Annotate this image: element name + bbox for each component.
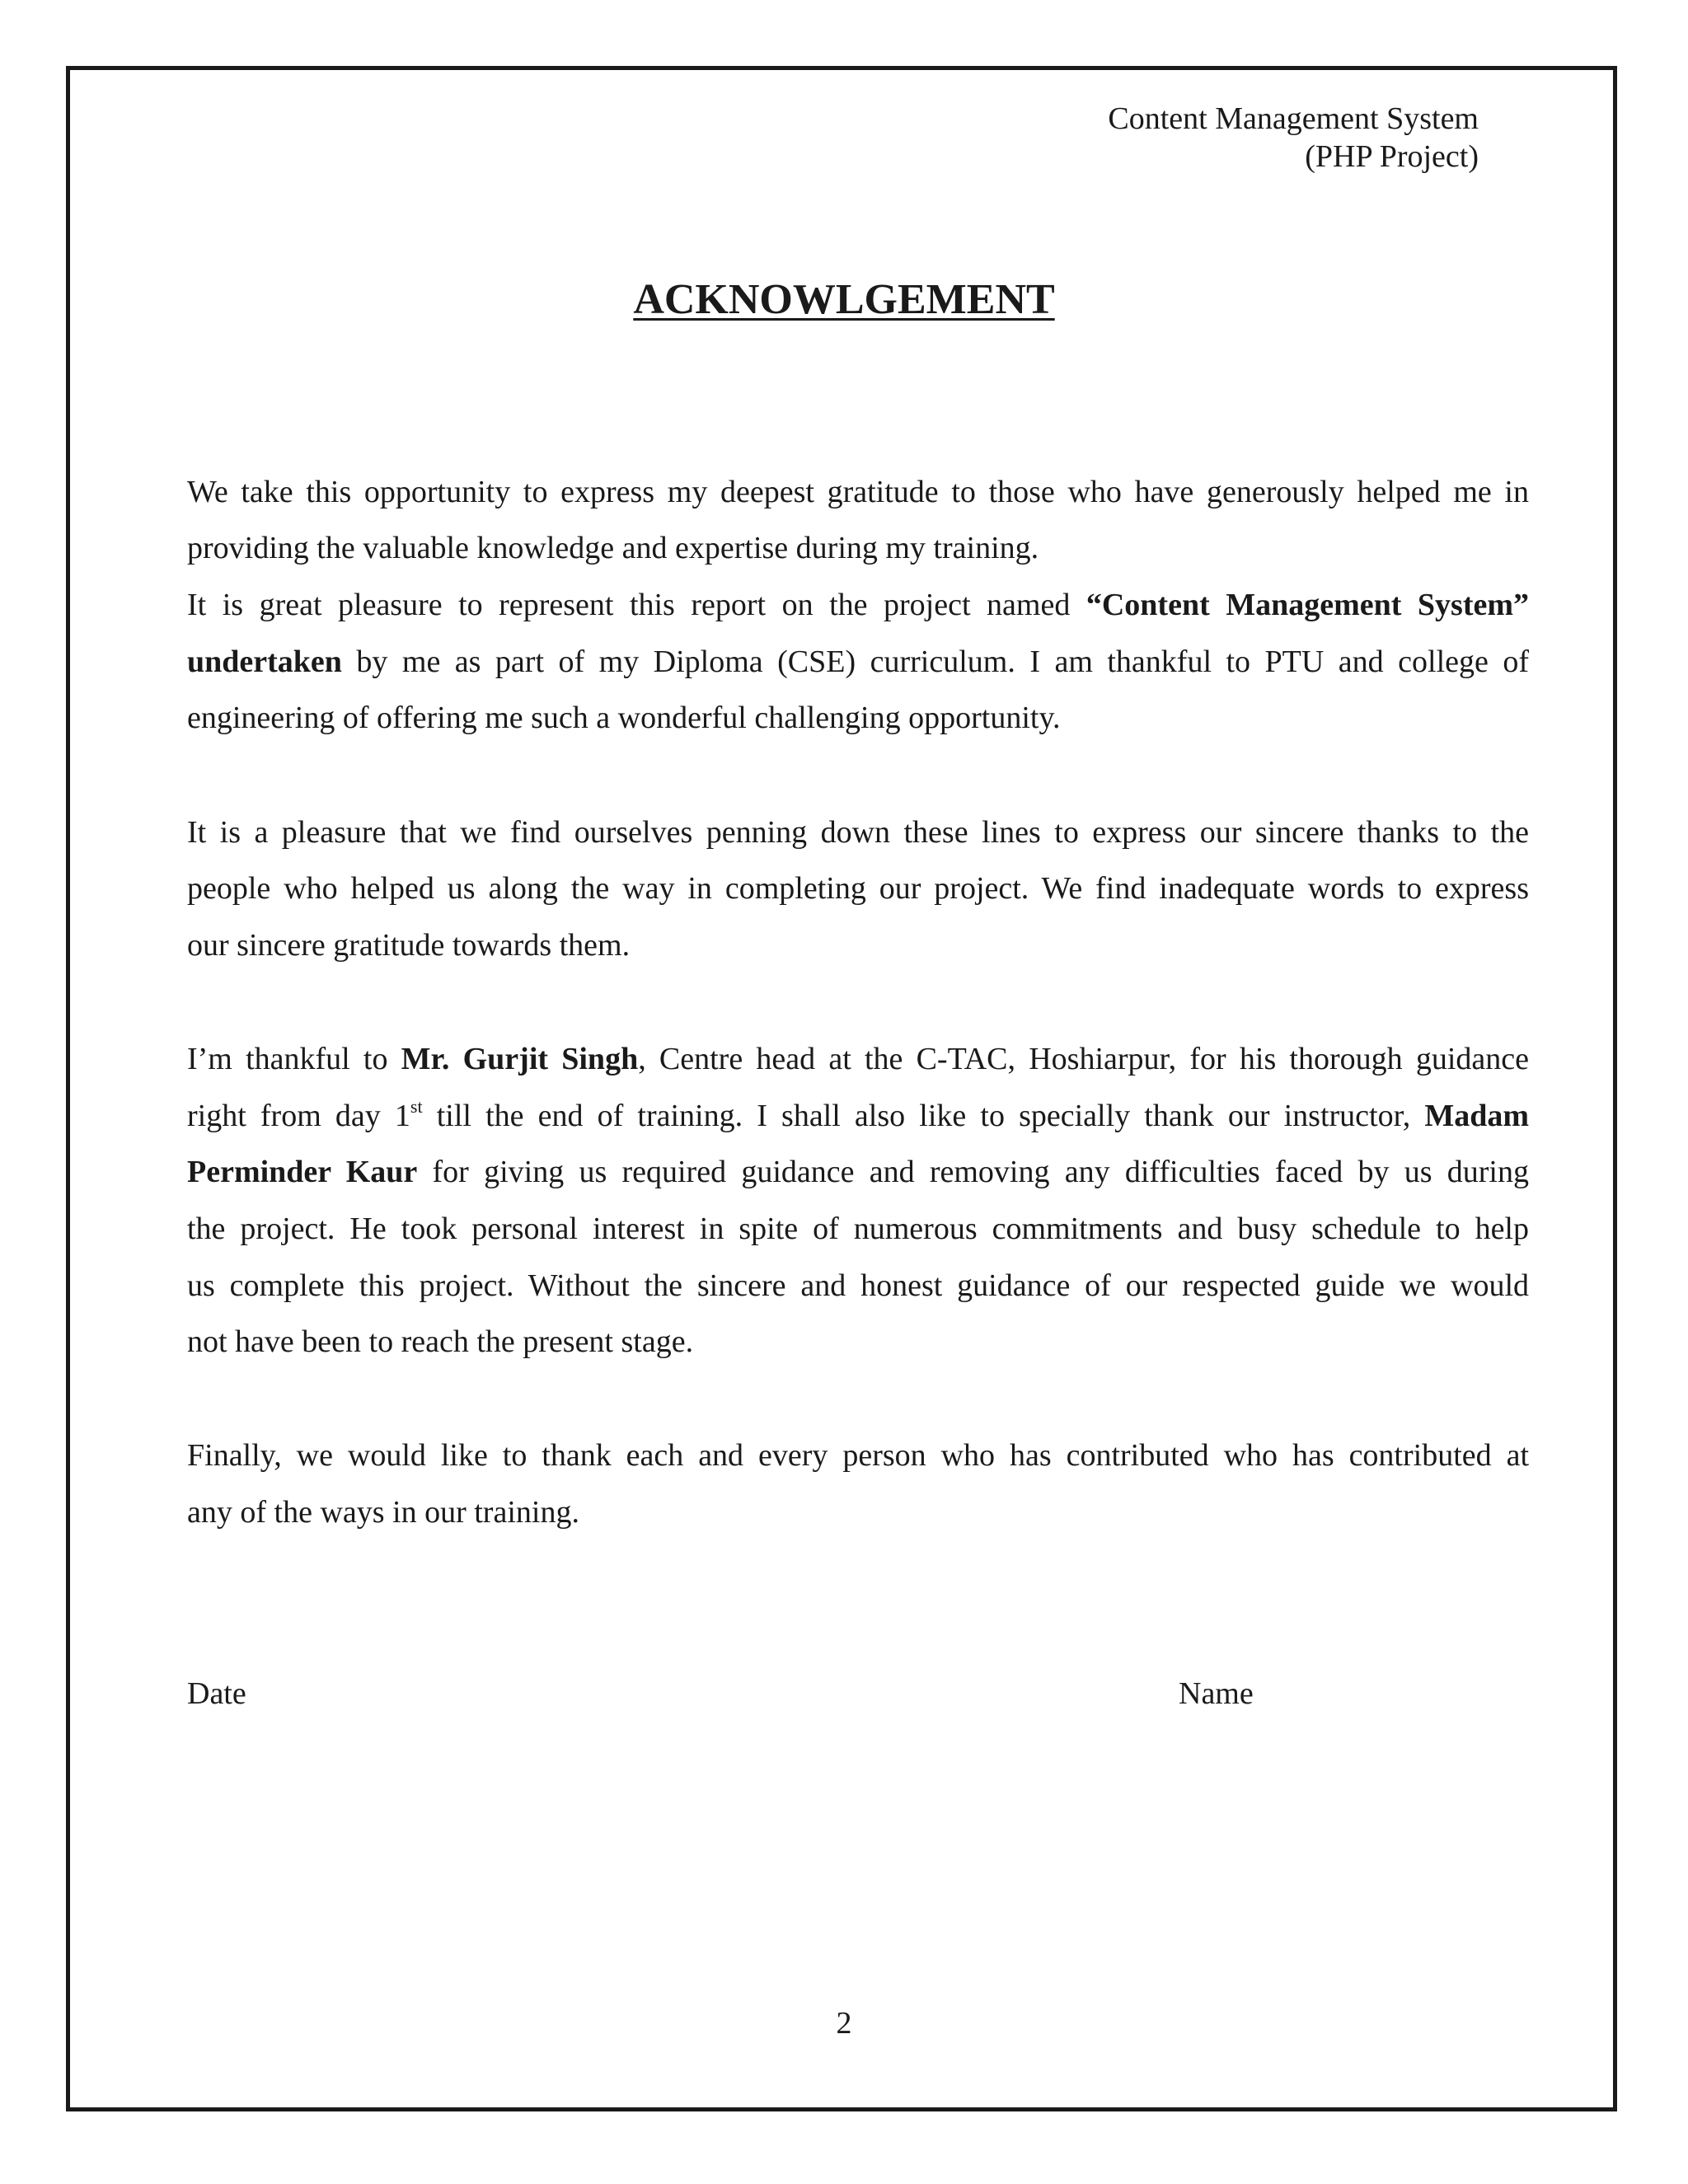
page-title: ACKNOWLGEMENT [633, 276, 1055, 323]
paragraph-2-line-1 [187, 584, 1529, 626]
paragraph-5-line-1: Finally, we would like to thank each and every person who has contributed who has contributed at [187, 1438, 1529, 1473]
undertaken-bold: undertaken [187, 644, 342, 679]
paragraph-2-line-2 [187, 641, 1529, 682]
running-header-subtitle: (PHP Project) [1305, 139, 1479, 174]
name-label: Name [1179, 1676, 1254, 1711]
paragraph-4-line-6: not have been to reach the present stage. [187, 1324, 694, 1359]
paragraph-4-text: right from day 1 [187, 1099, 410, 1133]
paragraph-3-line-2: people who helped us along the way in completing our project. We find inadequate words to express [187, 871, 1529, 906]
instructor-name: Perminder Kaur [187, 1155, 418, 1189]
paragraph-4-line-2 [187, 1095, 1529, 1137]
paragraph-2-text: by me as part of my Diploma (CSE) curriculum. I am thankful to PTU and college of [341, 644, 1529, 679]
page-border [66, 66, 1617, 2111]
paragraph-1-line-2: providing the valuable knowledge and expertise during my training. [187, 531, 1039, 565]
paragraph-5-line-2: any of the ways in our training. [187, 1495, 579, 1530]
paragraph-1-line-1: We take this opportunity to express my deepest gratitude to those who have generously helped me in [187, 475, 1529, 509]
page-number: 2 [836, 2006, 852, 2041]
ordinal-suffix: st [410, 1096, 423, 1118]
paragraph-4-line-1 [187, 1038, 1529, 1080]
paragraph-2-line-3: engineering of offering me such a wonderful challenging opportunity. [187, 701, 1061, 735]
paragraph-4-line-4: the project. He took personal interest in spite of numerous commitments and busy schedule to help [187, 1212, 1529, 1246]
paragraph-3-line-1: It is a pleasure that we find ourselves penning down these lines to express our sincere thanks to the [187, 815, 1529, 850]
running-header-title: Content Management System [1108, 101, 1479, 136]
centre-head-name: Mr. Gurjit Singh [401, 1042, 639, 1076]
date-label: Date [187, 1676, 246, 1711]
paragraph-4-text: for giving us required guidance and removing any difficulties faced by us during [417, 1155, 1529, 1189]
paragraph-4-line-5: us complete this project. Without the sincere and honest guidance of our respected guide we would [187, 1268, 1529, 1303]
paragraph-4-line-3 [187, 1151, 1529, 1193]
paragraph-2-text: It is great pleasure to represent this report on the project named [187, 588, 1086, 622]
paragraph-4-text: till the end of training. I shall also like to specially thank our instructor, [422, 1099, 1425, 1133]
instructor-title: Madam [1424, 1099, 1529, 1133]
paragraph-4-text: , Centre head at the C-TAC, Hoshiarpur, for his thorough guidance [638, 1042, 1529, 1076]
paragraph-3-line-3: our sincere gratitude towards them. [187, 928, 631, 963]
project-name: “Content Management System” [1085, 588, 1530, 622]
paragraph-4-text: I’m thankful to [187, 1042, 401, 1076]
